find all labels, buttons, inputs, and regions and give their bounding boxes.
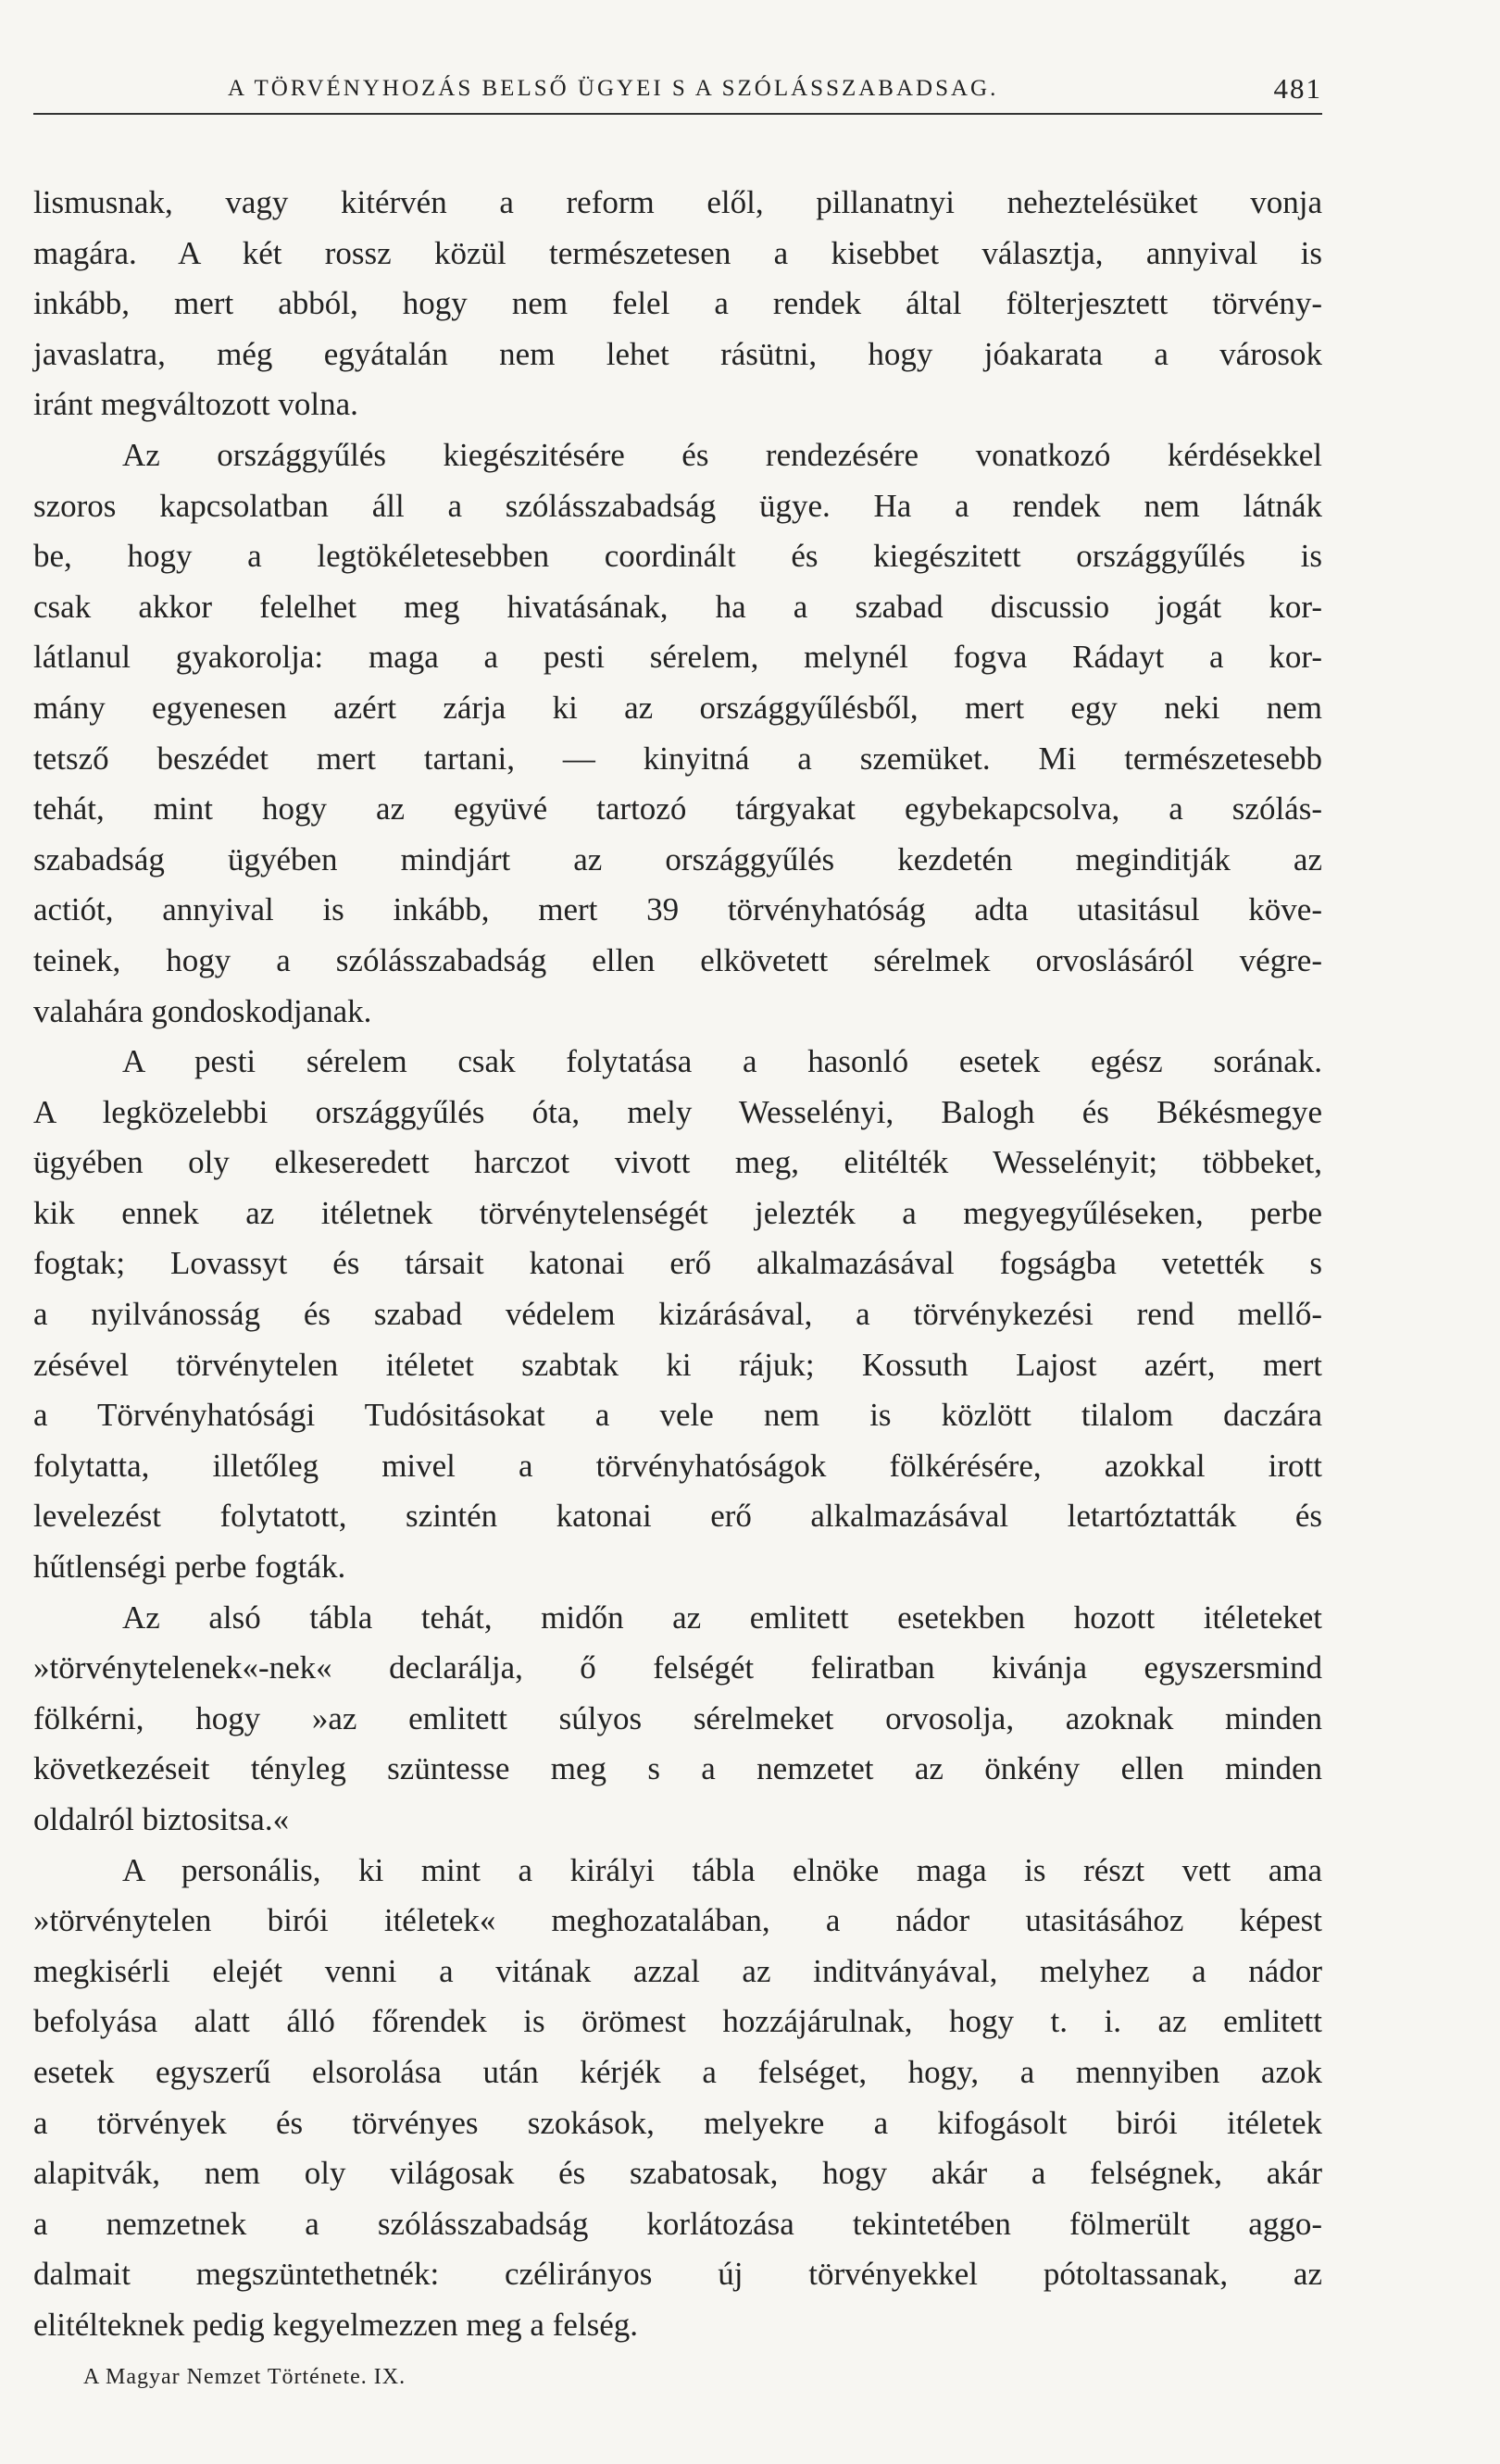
text-line: látlanul gyakorolja: maga a pesti sérelem, melynél fogva Rádayt a kor-	[33, 639, 1322, 676]
body-text	[33, 178, 1322, 2351]
text-line: Az alsó tábla tehát, midőn az emlitett esetekben hozott itéleteket	[122, 1599, 1322, 1636]
text-line: fölkérni, hogy »az emlitett súlyos sérelmeket orvosolja, azoknak minden	[33, 1699, 1322, 1736]
text-line: oldalról biztositsa.«	[33, 1801, 290, 1837]
text-line: befolyása alatt álló főrendek is örömest hozzájárulnak, hogy t. i. az emlitett	[33, 2003, 1322, 2040]
text-line: alapitvák, nem oly világosak és szabatosak, hogy akár a felségnek, akár	[33, 2155, 1322, 2192]
printer-signature: A Magyar Nemzet Története. IX.	[83, 2365, 406, 2389]
text-line: A pesti sérelem csak folytatása a hasonló esetek egész sorának.	[122, 1043, 1322, 1080]
running-title: A TÖRVÉNYHOZÁS BELSŐ ÜGYEI S A SZÓLÁSSZABADSAG.	[228, 76, 999, 101]
text-line: szoros kapcsolatban áll a szólásszabadság ügye. Ha a rendek nem látnák	[33, 487, 1322, 524]
text-line: Az országgyűlés kiegészitésére és rendezésére vonatkozó kérdésekkel	[122, 436, 1322, 473]
text-line: lismusnak, vagy kitérvén a reform elől, pillanatnyi neheztelésüket vonja	[33, 184, 1322, 220]
text-line: a nyilvánosság és szabad védelem kizárásával, a törvénykezési rend mellő-	[33, 1296, 1322, 1333]
text-line: szabadság ügyében mindjárt az országgyűlés kezdetén meginditják az	[33, 840, 1322, 877]
page-number: 481	[1273, 72, 1322, 105]
text-line: ügyében oly elkeseredett harczot vivott meg, elitélték Wesselényit; többeket,	[33, 1144, 1322, 1181]
text-line: magára. A két rossz közül természetesen a kisebbet választja, annyival is	[33, 234, 1322, 271]
page-header	[33, 72, 1322, 115]
text-line: valahára gondoskodjanak.	[33, 992, 372, 1029]
text-line: zésével törvénytelen itéletet szabtak ki rájuk; Kossuth Lajost azért, mert	[33, 1346, 1322, 1383]
text-line: következéseit tényleg szüntesse meg s a nemzetet az önkény ellen minden	[33, 1750, 1322, 1787]
text-line: levelezést folytatott, szintén katonai erő alkalmazásával letartóztatták és	[33, 1498, 1322, 1535]
text-line: »törvénytelenek«-nek« declarálja, ő felségét feliratban kivánja egyszersmind	[33, 1649, 1322, 1686]
text-line: A legközelebbi országgyűlés óta, mely Wesselényi, Balogh és Békésmegye	[33, 1093, 1322, 1130]
text-line: actiót, annyival is inkább, mert 39 törvényhatóság adta utasitásul köve-	[33, 891, 1322, 928]
text-line: csak akkor felelhet meg hivatásának, ha a szabad discussio jogát kor-	[33, 588, 1322, 625]
text-line: teinek, hogy a szólásszabadság ellen elkövetett sérelmek orvoslásáról végre-	[33, 941, 1322, 978]
text-line: elitélteknek pedig kegyelmezzen meg a felség.	[33, 2306, 639, 2343]
text-line: dalmait megszüntethetnék: czélirányos új törvényekkel pótoltassanak, az	[33, 2256, 1322, 2293]
text-line: tehát, mint hogy az együvé tartozó tárgyakat egybekapcsolva, a szólás-	[33, 790, 1322, 828]
text-line: be, hogy a legtökéletesebben coordinált és kiegészitett országgyűlés is	[33, 538, 1322, 575]
text-line: esetek egyszerű elsorolása után kérjék a felséget, hogy, a mennyiben azok	[33, 2053, 1322, 2090]
text-line: a nemzetnek a szólásszabadság korlátozása tekintetében fölmerült aggo-	[33, 2205, 1322, 2242]
text-line: mány egyenesen azért zárja ki az országgyűlésből, mert egy neki nem	[33, 689, 1322, 726]
text-line: A personális, ki mint a királyi tábla elnöke maga is részt vett ama	[122, 1851, 1322, 1888]
text-line: a törvények és törvényes szokások, melyekre a kifogásolt birói itéletek	[33, 2104, 1322, 2141]
text-line: fogtak; Lovassyt és társait katonai erő alkalmazásával fogságba vetették s	[33, 1245, 1322, 1282]
text-line: kik ennek az itéletnek törvénytelenségét jelezték a megyegyűléseken, perbe	[33, 1194, 1322, 1231]
text-line: »törvénytelen birói itéletek« meghozatalában, a nádor utasitásához képest	[33, 1902, 1322, 1939]
text-line: hűtlenségi perbe fogták.	[33, 1549, 346, 1586]
text-line: iránt megváltozott volna.	[33, 386, 358, 423]
text-line: tetsző beszédet mert tartani, — kinyitná a szemüket. Mi természetesebb	[33, 740, 1322, 777]
text-line: megkisérli elejét venni a vitának azzal az inditványával, melyhez a nádor	[33, 1952, 1322, 1989]
text-line: inkább, mert abból, hogy nem felel a rendek által fölterjesztett törvény-	[33, 285, 1322, 322]
text-line: a Törvényhatósági Tudósitásokat a vele nem is közlött tilalom daczára	[33, 1397, 1322, 1434]
text-line: folytatta, illetőleg mivel a törvényhatóságok fölkérésére, azokkal irott	[33, 1447, 1322, 1484]
text-line: javaslatra, még egyátalán nem lehet rásütni, hogy jóakarata a városok	[33, 335, 1322, 372]
